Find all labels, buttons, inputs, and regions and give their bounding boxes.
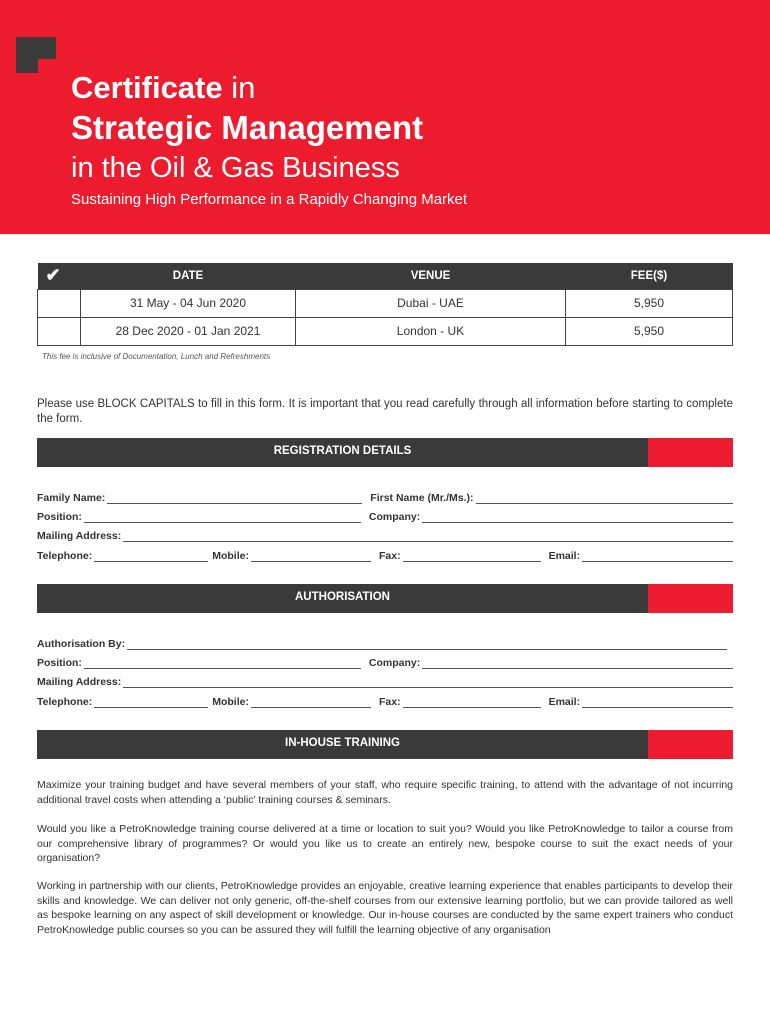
auth-company-field[interactable] <box>422 658 733 669</box>
authorisation-row-by <box>37 636 733 650</box>
schedule-venue: Dubai - UAE <box>296 289 566 317</box>
registration-row-names <box>37 490 733 504</box>
select-checkbox[interactable] <box>38 289 81 317</box>
schedule-date: 31 May - 04 Jun 2020 <box>81 289 296 317</box>
mailing-address-label: Mailing Address: <box>37 530 122 542</box>
auth-mailing-address-field[interactable] <box>123 677 733 688</box>
inhouse-paragraph-2: Would you like a PetroKnowledge training course delivered at a time or location to suit you? Would you like PetroKnowledge to tailor a course from our comprehensive library of programmes? Or would you like us to create an entirely new, bespoke course to suit the exact needs of your organisation? <box>37 823 733 864</box>
company-label: Company: <box>368 511 421 523</box>
mobile-label: Mobile: <box>212 550 249 562</box>
position-label: Position: <box>37 511 82 523</box>
inhouse-heading-bar: IN-HOUSE TRAINING <box>37 730 733 759</box>
schedule-header-row <box>38 263 733 289</box>
select-checkbox[interactable] <box>38 317 81 345</box>
authorisation-row-position <box>37 655 733 669</box>
registration-heading-bar: REGISTRATION DETAILS <box>37 438 733 467</box>
first-name-label: First Name (Mr./Ms.): <box>370 492 474 504</box>
authorisation-by-field[interactable] <box>127 639 727 650</box>
auth-telephone-label: Telephone: <box>37 696 93 708</box>
schedule-date: 28 Dec 2020 - 01 Jan 2021 <box>81 317 296 345</box>
auth-email-label: Email: <box>548 696 581 708</box>
registration-row-mailing <box>37 528 733 542</box>
schedule-venue: London - UK <box>296 317 566 345</box>
auth-company-label: Company: <box>368 657 421 669</box>
authorisation-row-contact <box>37 694 733 708</box>
authorisation-row-mailing <box>37 674 733 688</box>
title-line-1: Certificate in <box>71 70 256 105</box>
auth-mailing-address-label: Mailing Address: <box>37 676 122 688</box>
title-line-3: in the Oil & Gas Business <box>71 152 400 184</box>
column-header-date: DATE <box>81 263 296 289</box>
email-label: Email: <box>548 550 581 562</box>
check-mark-icon: ✔ <box>38 263 81 289</box>
fax-label: Fax: <box>378 550 401 562</box>
position-field[interactable] <box>84 512 361 523</box>
schedule-row[interactable] <box>38 289 733 317</box>
schedule-fee: 5,950 <box>566 289 733 317</box>
family-name-field[interactable] <box>107 493 362 504</box>
intro-text: Please use BLOCK CAPITALS to fill in this form. It is important that you read carefully through all information before starting to complete the form. <box>37 398 733 425</box>
fax-field[interactable] <box>403 551 541 562</box>
schedule-fee: 5,950 <box>566 317 733 345</box>
auth-email-field[interactable] <box>582 697 733 708</box>
auth-mobile-label: Mobile: <box>212 696 249 708</box>
mobile-field[interactable] <box>251 551 371 562</box>
column-header-venue: VENUE <box>296 263 566 289</box>
email-field[interactable] <box>582 551 733 562</box>
block-capitals-emphasis: BLOCK CAPITALS <box>97 398 195 410</box>
auth-telephone-field[interactable] <box>94 697 208 708</box>
registration-row-position <box>37 509 733 523</box>
title-line-2: Strategic Management <box>71 109 424 146</box>
inhouse-paragraph-1: Maximize your training budget and have several members of your staff, who require specific training, to attend with the advantage of not incurring additional travel costs when attending a ‘public’ training courses & seminars. <box>37 779 733 806</box>
auth-mobile-field[interactable] <box>251 697 371 708</box>
registration-row-contact <box>37 548 733 562</box>
auth-fax-field[interactable] <box>403 697 541 708</box>
auth-position-label: Position: <box>37 657 82 669</box>
schedule-table <box>37 263 733 346</box>
schedule-row[interactable] <box>38 317 733 345</box>
telephone-field[interactable] <box>94 551 208 562</box>
header-banner <box>0 0 770 234</box>
column-header-fee: FEE($) <box>566 263 733 289</box>
auth-fax-label: Fax: <box>378 696 401 708</box>
family-name-label: Family Name: <box>37 492 106 504</box>
authorisation-by-label: Authorisation By: <box>37 638 126 650</box>
auth-position-field[interactable] <box>84 658 361 669</box>
company-logo <box>16 37 56 73</box>
mailing-address-field[interactable] <box>123 531 733 542</box>
inhouse-paragraph-3: Working in partnership with our clients, PetroKnowledge provides an enjoyable, creative learning experience that enables participants to develop their skills and knowledge. We can deliver not only generic, off-the-shelf courses from our extensive learning portfolio, but we can provide tailored as well as bespoke learning on any aspect of skill development or knowledge. Our in-house courses are conducted by the same expert trainers who conduct PetroKnowledge public courses so you can be assured they will fulfill the learning objective of any organisation <box>37 880 733 936</box>
subtitle: Sustaining High Performance in a Rapidly Changing Market <box>71 191 468 208</box>
authorisation-heading-bar: AUTHORISATION <box>37 584 733 613</box>
fee-note: This fee is inclusive of Documentation, Lunch and Refreshments <box>42 352 271 361</box>
telephone-label: Telephone: <box>37 550 93 562</box>
first-name-field[interactable] <box>476 493 733 504</box>
company-field[interactable] <box>422 512 733 523</box>
